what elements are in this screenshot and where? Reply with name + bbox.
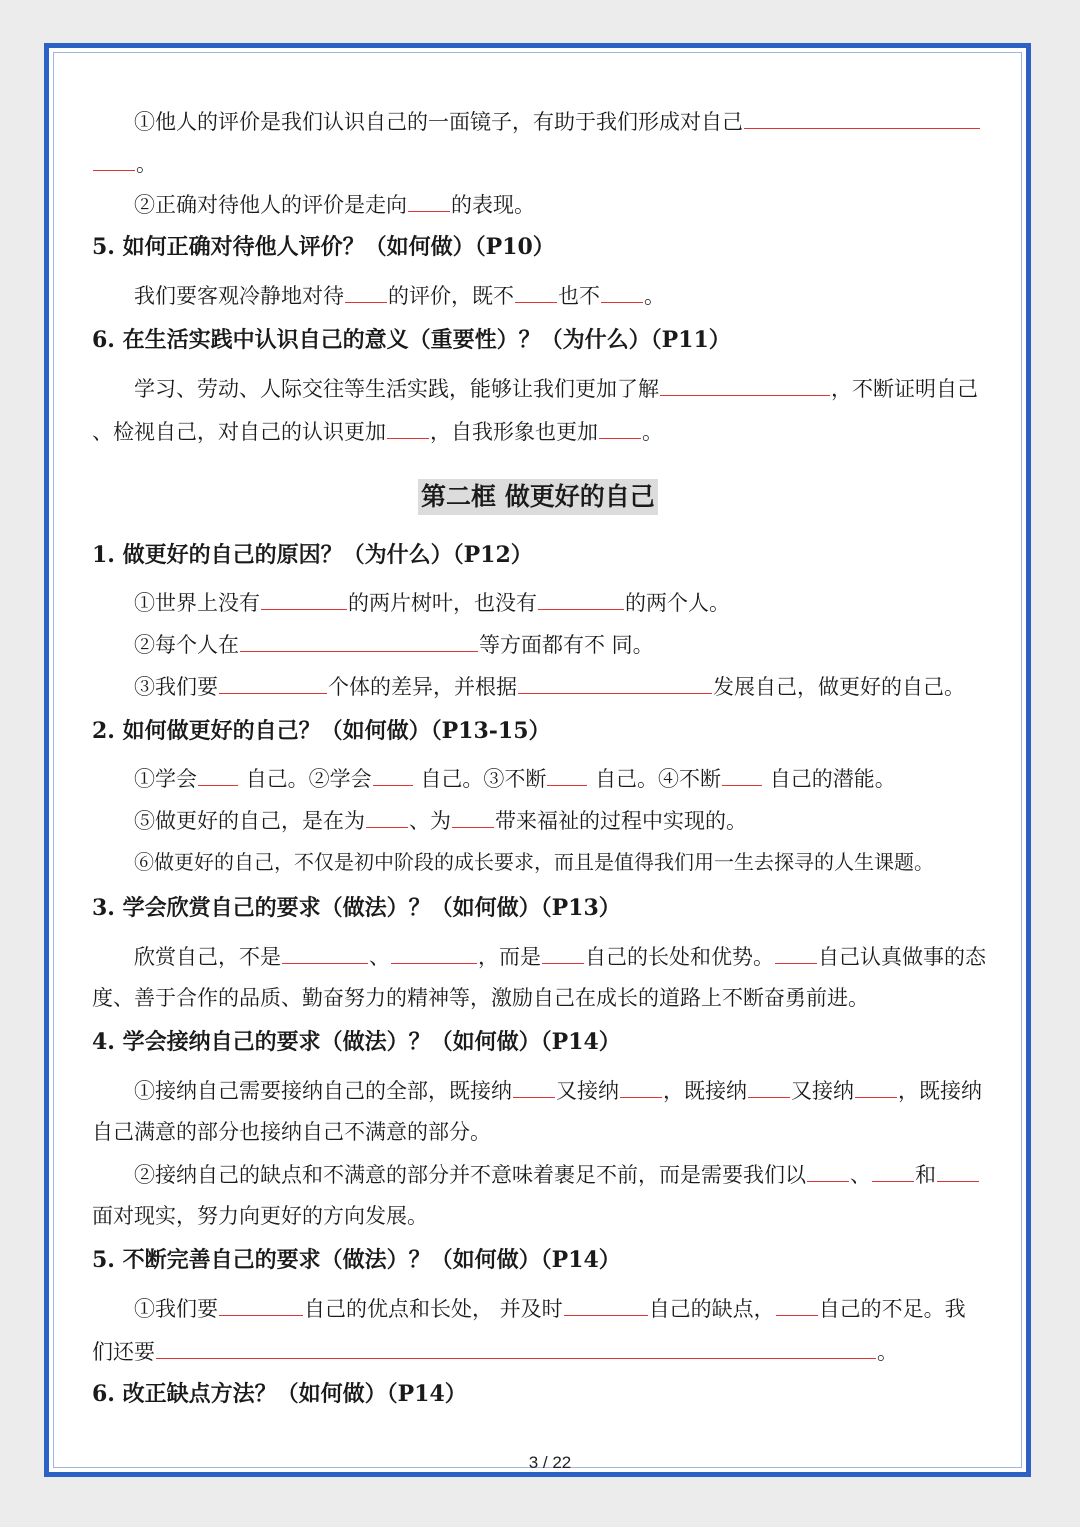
question-heading: 4. 学会接纳自己的要求（做法）？（如何做）（P14） — [92, 1029, 621, 1055]
text: 自己。②学会 — [245, 767, 372, 791]
text-line — [92, 1336, 1004, 1367]
fill-blank[interactable] — [937, 1159, 979, 1182]
text: ①我们要 — [134, 1297, 218, 1321]
text: 自己的缺点， — [648, 1297, 775, 1321]
fill-blank[interactable] — [776, 1293, 818, 1316]
fill-blank[interactable] — [601, 280, 643, 303]
text-line — [134, 671, 1004, 702]
question-heading: 5. 不断完善自己的要求（做法）？（如何做）（P14） — [92, 1247, 621, 1273]
question-heading: 6. 改正缺点方法？（如何做）（P14） — [92, 1381, 467, 1407]
text: 的表现。 — [451, 193, 535, 217]
text: ⑤做更好的自己，是在为 — [134, 809, 365, 833]
fill-blank[interactable] — [748, 1075, 790, 1098]
text-line — [134, 587, 1004, 618]
text: ②每个人在 — [134, 633, 239, 657]
text: 、 — [369, 945, 390, 969]
text: 、检视自己，对自己的认识更加 — [92, 420, 386, 444]
fill-blank[interactable] — [373, 763, 413, 786]
text-line: 度、善于合作的品质、勤奋努力的精神等，激励自己在成长的道路上不断奋勇前进。 — [92, 986, 869, 1010]
fill-blank[interactable] — [807, 1159, 849, 1182]
text-line — [92, 148, 1004, 179]
text: 和 — [915, 1163, 936, 1187]
question-heading: 5. 如何正确对待他人评价？（如何做）（P10） — [92, 234, 555, 260]
text-line: 面对现实，努力向更好的方向发展。 — [92, 1204, 428, 1228]
text: ，既接纳 — [663, 1079, 747, 1103]
text: 。 — [644, 284, 665, 308]
text: 发展自己，做更好的自己。 — [713, 675, 965, 699]
fill-blank[interactable] — [660, 373, 830, 396]
fill-blank[interactable] — [366, 805, 408, 828]
text: 自己的潜能。 — [769, 767, 896, 791]
fill-blank[interactable] — [240, 629, 478, 652]
question-heading: 2. 如何做更好的自己？（如何做）（P13-15） — [92, 718, 551, 744]
text: ②正确对待他人的评价是走向 — [134, 193, 407, 217]
fill-blank[interactable] — [855, 1075, 897, 1098]
question-heading: 1. 做更好的自己的原因？（为什么）（P12） — [92, 542, 533, 568]
text: 自己认真做事的态 — [818, 945, 986, 969]
fill-blank[interactable] — [744, 106, 980, 129]
text: 的两个人。 — [625, 591, 730, 615]
text: 个体的差异，并根据 — [328, 675, 517, 699]
text: ②接纳自己的缺点和不满意的部分并不意味着裹足不前，而是需要我们以 — [134, 1163, 806, 1187]
text: 也不 — [558, 284, 600, 308]
text: 带来福祉的过程中实现的。 — [495, 809, 747, 833]
fill-blank[interactable] — [345, 280, 387, 303]
text: 欣赏自己，不是 — [134, 945, 281, 969]
fill-blank[interactable] — [538, 587, 624, 610]
text-line — [92, 416, 1004, 447]
text: ，而是 — [478, 945, 541, 969]
fill-blank[interactable] — [282, 941, 368, 964]
text-line — [134, 1293, 1004, 1324]
text: 们还要 — [92, 1340, 155, 1364]
text: 的两片树叶，也没有 — [348, 591, 537, 615]
text: ①接纳自己需要接纳自己的全部，既接纳 — [134, 1079, 512, 1103]
text: 的评价，既不 — [388, 284, 514, 308]
question-heading: 3. 学会欣赏自己的要求（做法）？（如何做）（P13） — [92, 895, 621, 921]
text: 。 — [877, 1340, 898, 1364]
fill-blank[interactable] — [564, 1293, 648, 1316]
text: 学习、劳动、人际交往等生活实践，能够让我们更加了解 — [134, 377, 659, 401]
fill-blank[interactable] — [156, 1336, 876, 1359]
fill-blank[interactable] — [599, 416, 641, 439]
text: 又接纳 — [791, 1079, 854, 1103]
fill-blank[interactable] — [775, 941, 817, 964]
fill-blank[interactable] — [452, 805, 494, 828]
text-line: ⑥做更好的自己，不仅是初中阶段的成长要求，而且是值得我们用一生去探寻的人生课题。 — [134, 850, 934, 874]
fill-blank[interactable] — [93, 148, 135, 171]
text: ①学会 — [134, 767, 197, 791]
question-heading: 6. 在生活实践中认识自己的意义（重要性）？（为什么）（P11） — [92, 327, 731, 353]
text: 自己的不足。我 — [818, 1297, 966, 1321]
text: ①他人的评价是我们认识自己的一面镜子，有助于我们形成对自己 — [134, 110, 743, 134]
text: 自己的长处和优势。 — [585, 945, 774, 969]
fill-blank[interactable] — [872, 1159, 914, 1182]
section-title: 第二框 做更好的自己 — [418, 479, 658, 515]
text-line — [134, 189, 1004, 220]
fill-blank[interactable] — [518, 671, 712, 694]
text-line — [134, 1075, 1004, 1106]
fill-blank[interactable] — [515, 280, 557, 303]
text: 自己。④不断 — [595, 767, 722, 791]
fill-blank[interactable] — [198, 763, 238, 786]
text-line — [134, 763, 1004, 794]
fill-blank[interactable] — [219, 1293, 303, 1316]
fill-blank[interactable] — [261, 587, 347, 610]
text-line — [134, 941, 1004, 972]
fill-blank[interactable] — [513, 1075, 555, 1098]
text: 、为 — [409, 809, 451, 833]
text: 。 — [136, 152, 157, 176]
fill-blank[interactable] — [219, 671, 327, 694]
text: 我们要客观冷静地对待 — [134, 284, 344, 308]
text: 自己。③不断 — [420, 767, 547, 791]
fill-blank[interactable] — [387, 416, 429, 439]
text: 自己的优点和长处， 并及时 — [304, 1297, 563, 1321]
text: ，自我形象也更加 — [430, 420, 598, 444]
text: 、 — [850, 1163, 871, 1187]
text: 。 — [642, 420, 663, 444]
fill-blank[interactable] — [722, 763, 762, 786]
fill-blank[interactable] — [391, 941, 477, 964]
text: ，不断证明自己 — [831, 377, 978, 401]
fill-blank[interactable] — [620, 1075, 662, 1098]
text-line — [134, 629, 1004, 660]
text: ①世界上没有 — [134, 591, 260, 615]
text: ，既接纳 — [898, 1079, 982, 1103]
text: 等方面都有不 同。 — [479, 633, 654, 657]
text: 又接纳 — [556, 1079, 619, 1103]
text-line — [134, 805, 1004, 836]
fill-blank[interactable] — [547, 763, 587, 786]
text-line: 自己满意的部分也接纳自己不满意的部分。 — [92, 1120, 491, 1144]
page-number: 3 / 22 — [528, 1453, 572, 1472]
fill-blank[interactable] — [408, 189, 450, 212]
fill-blank[interactable] — [542, 941, 584, 964]
text-line — [134, 280, 1004, 311]
text-line — [134, 106, 1004, 137]
text: ③我们要 — [134, 675, 218, 699]
text-line — [134, 1159, 1004, 1190]
text-line — [134, 373, 1004, 404]
